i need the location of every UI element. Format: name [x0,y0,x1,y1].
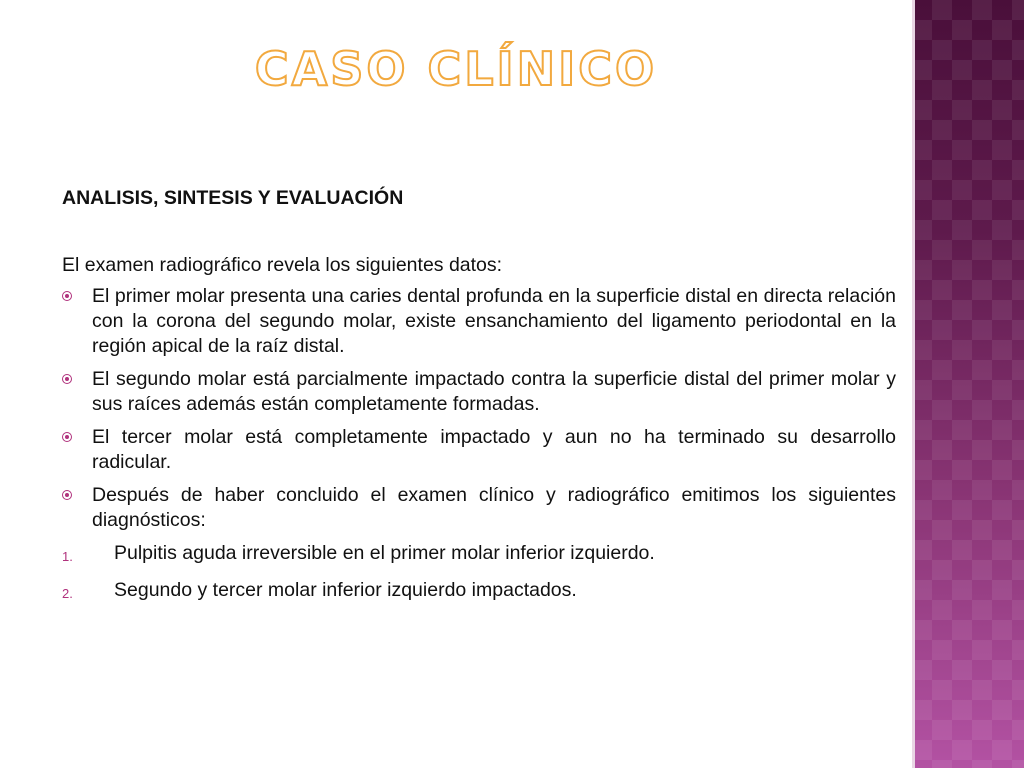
bullet-text: Después de haber concluido el examen clínico y radiográfico emitimos los siguientes diagnósticos: [92,484,896,531]
bullet-item [62,425,896,475]
slide-content [62,186,896,615]
side-band-edge [912,0,915,768]
diamond-pattern [912,0,1024,768]
bullet-item [62,483,896,533]
bullet-text: El segundo molar está parcialmente impactado contra la superficie distal del primer molar y sus raíces además están completamente formadas. [92,368,896,415]
section-heading: ANALISIS, SINTESIS Y EVALUACIÓN [62,187,404,209]
slide-title: CASO CLÍNICO [254,42,658,96]
diagnosis-text: Pulpitis aguda irreversible en el primer molar inferior izquierdo. [114,542,655,564]
intro-text: El examen radiográfico revela los siguientes datos: [62,254,503,276]
circled-dot-icon [62,291,72,301]
diagnosis-text: Segundo y tercer molar inferior izquierdo impactados. [114,579,577,601]
diagnosis-item [62,541,896,566]
bullet-list [62,284,896,533]
bullet-text: El primer molar presenta una caries dental profunda en la superficie distal en directa relación con la corona del segundo molar, existe ensanchamiento del ligamento periodontal en la región apical de la raíz distal. [92,285,896,357]
circled-dot-icon [62,432,72,442]
bullet-item [62,367,896,417]
list-number: 1. [62,549,73,564]
diagnosis-list [62,541,896,603]
bullet-text: El tercer molar está completamente impactado y aun no ha terminado su desarrollo radicular. [92,426,896,473]
list-number: 2. [62,586,73,601]
circled-dot-icon [62,490,72,500]
decorative-side-band [912,0,1024,768]
diagnosis-item [62,578,896,603]
circled-dot-icon [62,374,72,384]
bullet-item [62,284,896,359]
